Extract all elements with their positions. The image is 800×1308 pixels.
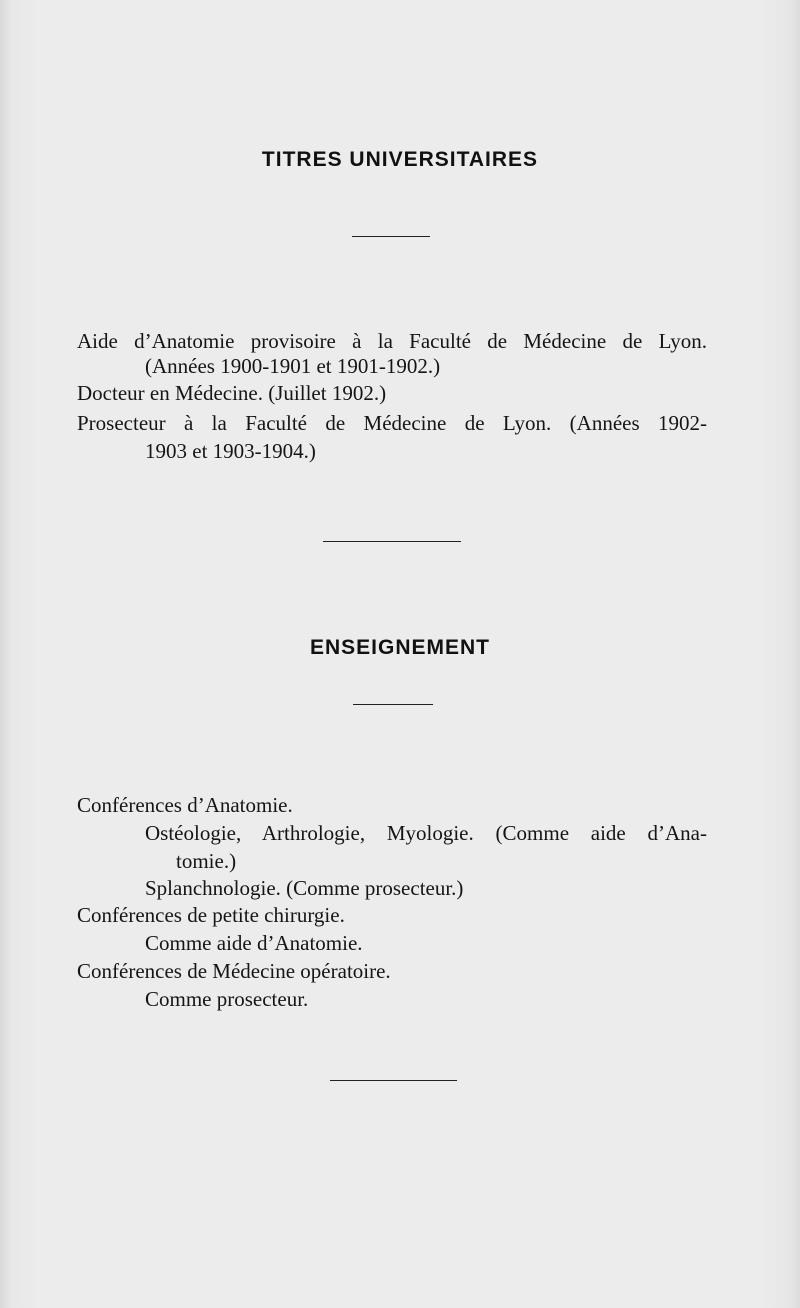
titres-line-1: Aide d’Anatomie provisoire à la Faculté de Médecine de Lyon. bbox=[77, 329, 707, 353]
section-title-titres: TITRES UNIVERSITAIRES bbox=[261, 148, 539, 171]
section-title-enseignement: ENSEIGNEMENT bbox=[309, 636, 491, 659]
enseignement-line-7: Conférences de Médecine opératoire. bbox=[77, 959, 391, 983]
enseignement-line-8: Comme prosecteur. bbox=[145, 987, 309, 1011]
closing-rule bbox=[330, 1080, 457, 1081]
enseignement-line-1: Conférences d’Anatomie. bbox=[77, 793, 293, 817]
enseignement-line-5: Conférences de petite chirurgie. bbox=[77, 903, 345, 927]
title-underline-rule bbox=[352, 236, 430, 237]
enseignement-line-2: Ostéologie, Arthrologie, Myologie. (Comme aide d’Ana- bbox=[145, 821, 707, 845]
enseignement-line-6: Comme aide d’Anatomie. bbox=[145, 931, 363, 955]
titres-line-3: Docteur en Médecine. (Juillet 1902.) bbox=[77, 381, 387, 405]
titres-line-5: 1903 et 1903-1904.) bbox=[145, 439, 316, 463]
enseignement-underline-rule bbox=[353, 704, 433, 705]
enseignement-line-4: Splanchnologie. (Comme prosecteur.) bbox=[145, 876, 464, 900]
section-separator-rule bbox=[323, 541, 461, 542]
titres-line-4: Prosecteur à la Faculté de Médecine de Lyon. (Années 1902- bbox=[77, 411, 707, 435]
enseignement-line-3: tomie.) bbox=[176, 849, 237, 873]
titres-line-2: (Années 1900-1901 et 1901-1902.) bbox=[145, 354, 441, 378]
